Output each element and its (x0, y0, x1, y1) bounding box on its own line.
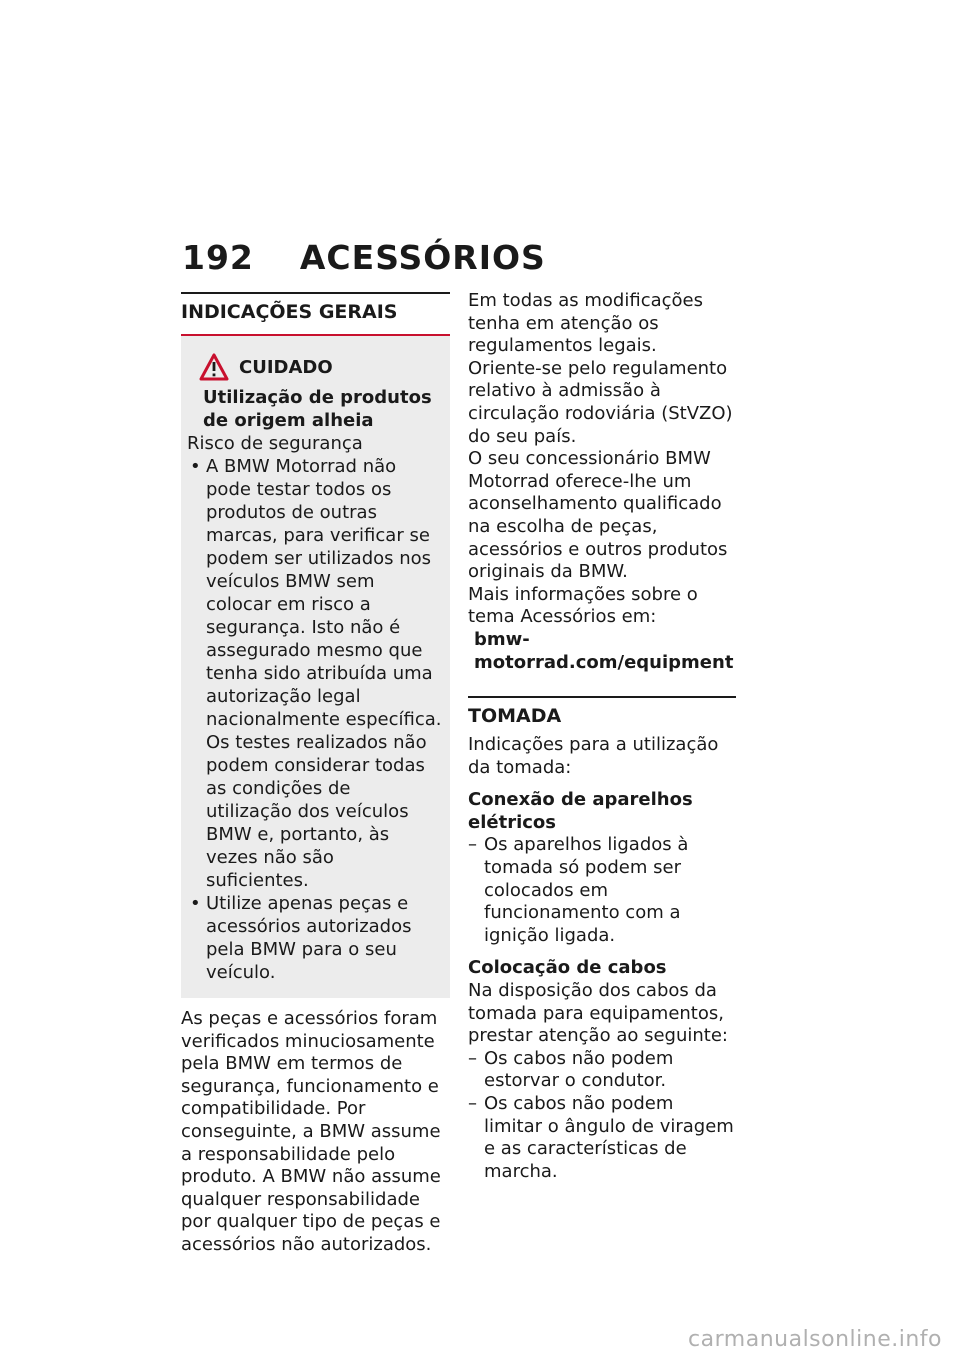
list-item: – Os cabos não podem limitar o ângulo de viragem e as características de marcha. (468, 1093, 736, 1183)
dash-list (468, 834, 736, 947)
warning-box (181, 336, 450, 998)
section-title-socket: TOMADA (468, 705, 562, 728)
warning-risk: Risco de segurança (187, 433, 363, 454)
body-paragraph: Mais informações sobre o tema Acessórios em: (468, 583, 698, 628)
page-number: 192 (182, 238, 254, 277)
subheading: Colocação de cabos (468, 957, 667, 979)
list-item: – Os aparelhos ligados à tomada só podem ser colocados em funcionamento com a ignição ligada. (468, 834, 736, 947)
warning-header (187, 350, 442, 384)
page-header (182, 238, 546, 277)
section-rule (468, 696, 736, 698)
section-rule (181, 292, 450, 294)
subheading: Conexão de aparelhos elétricos (468, 789, 693, 833)
body-paragraph: O seu concessionário BMW Motorrad oferece-lhe um aconselhamento qualificado na escolha de peças, acessórios e outros produtos originais da BMW. (468, 448, 728, 583)
right-column (468, 292, 736, 1183)
left-column (181, 292, 450, 1257)
body-paragraph: Na disposição dos cabos da tomada para equipamentos, prestar atenção ao seguinte: (468, 980, 728, 1047)
body-paragraph: As peças e acessórios foram verificados minuciosamente pela BMW em termos de segurança, funcionamento e compatibilidade. Por conseguinte, a BMW assume a responsabilidade pelo produto. A BMW não assume qualquer responsabilidade por qualquer tipo de peças e acessórios não autorizados. (181, 1008, 441, 1255)
body-paragraph: Indicações para a utilização da tomada: (468, 734, 719, 778)
section-title-general: INDICAÇÕES GERAIS (181, 301, 398, 323)
warning-subtitle: Utilização de produtos de origem alheia (203, 387, 432, 431)
warning-triangle-icon (199, 353, 229, 381)
warning-title: CUIDADO (239, 356, 333, 378)
chapter-title: ACESSÓRIOS (299, 238, 546, 277)
dash-list (468, 1048, 736, 1184)
list-item: • Utilize apenas peças e acessórios autorizados pela BMW para o seu veículo. (187, 892, 442, 984)
warning-bullet-list (187, 455, 442, 984)
watermark: carmanualsonline.info (688, 1327, 942, 1352)
body-paragraph: Em todas as modificações tenha em atenção os regulamentos legais. Oriente-se pelo regulamento relativo à admissão à circulação rodoviária (StVZO) do seu país. (468, 290, 733, 447)
list-item: – Os cabos não podem estorvar o condutor. (468, 1048, 736, 1093)
equipment-link[interactable]: bmw-motorrad.com/equipment (474, 628, 734, 673)
list-item: • A BMW Motorrad não pode testar todos os produtos de outras marcas, para verificar se podem ser utilizados nos veículos BMW sem colocar em risco a segurança. Isto não é assegurado mesmo que tenha sido atribuída uma autorização legal nacionalmente específica. Os testes realizados não podem considerar todas as condições de utilização dos veículos BMW e, portanto, às vezes não são suficientes. (187, 455, 442, 892)
